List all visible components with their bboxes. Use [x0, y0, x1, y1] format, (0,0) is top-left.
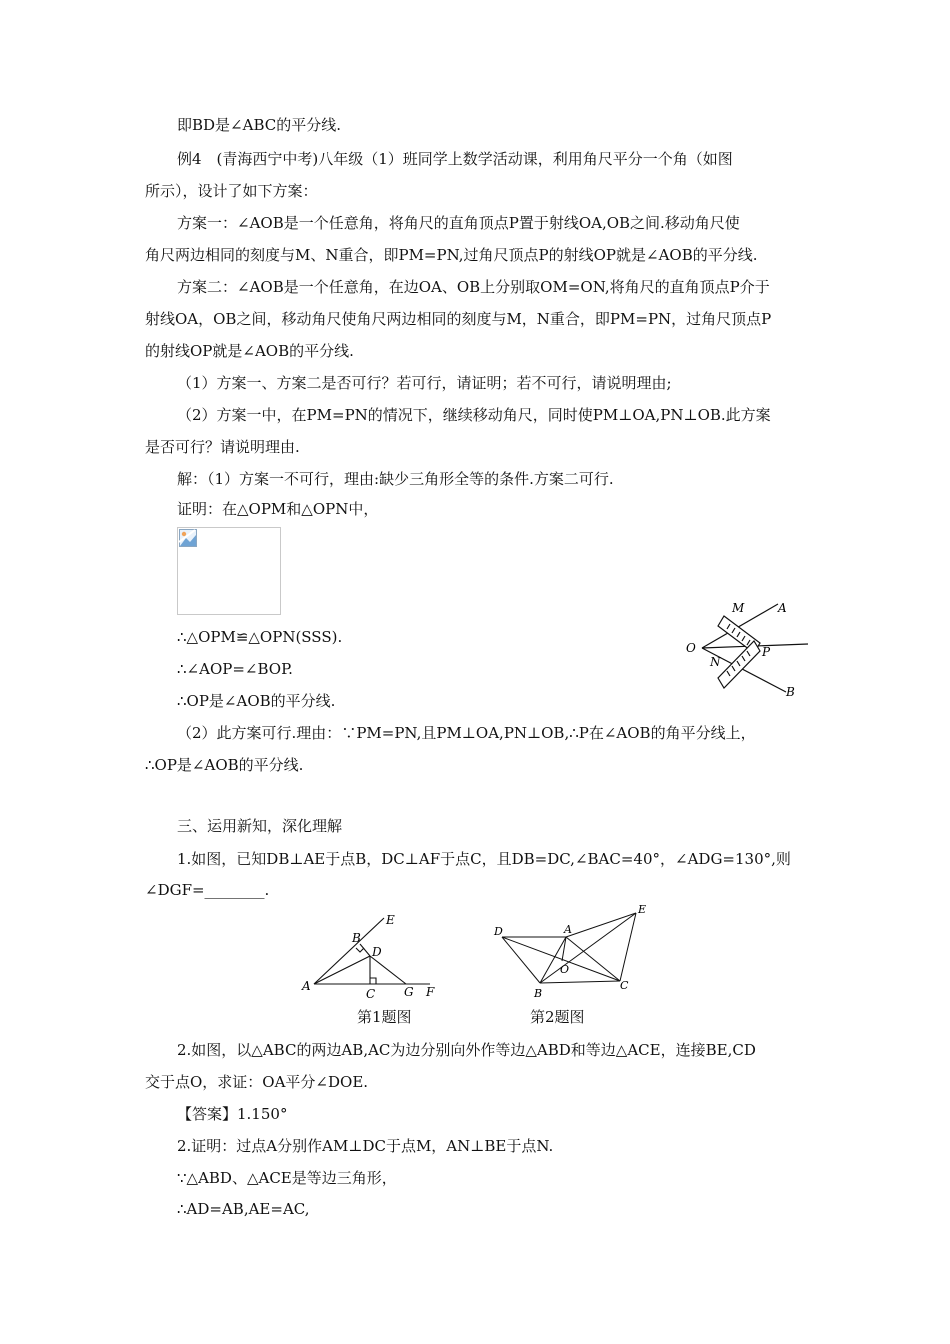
text-line-23: 交于点O，求证：OA平分∠DOE. — [145, 1073, 369, 1091]
fig2-label-B: B — [534, 987, 543, 999]
caption-figure-2: 第2题图 — [530, 1008, 585, 1026]
text-line-16: ∴OP是∠AOB的平分线. — [177, 692, 336, 710]
text-line-20: 1.如图，已知DB⊥AE于点B，DC⊥AF于点C，且DB=DC,∠BAC=40°，∠ADG=130°,则 — [177, 850, 791, 868]
label-B: B — [786, 685, 795, 699]
text-line-15: ∴∠AOP=∠BOP. — [177, 660, 293, 678]
text-line-12: 解：（1）方案一不可行，理由:缺少三角形全等的条件.方案二可行. — [177, 470, 614, 488]
broken-image-icon — [179, 529, 197, 547]
fig1-label-B: B — [352, 931, 361, 945]
text-line-9: （1）方案一、方案二是否可行？若可行，请证明；若不可行，请说明理由; — [177, 374, 672, 392]
text-line-11: 是否可行？请说明理由. — [145, 438, 300, 456]
text-line-22: 2.如图，以△ABC的两边AB,AC为边分别向外作等边△ABD和等边△ACE，连接BE,CD — [177, 1041, 756, 1059]
fig1-label-C: C — [366, 987, 376, 1001]
label-O: O — [686, 641, 696, 655]
ruler-angle-figure — [680, 596, 820, 706]
fig2-label-D: D — [494, 925, 503, 938]
text-line-14: ∴△OPM≌△OPN(SSS). — [177, 628, 343, 646]
text-line-8: 的射线OP就是∠AOB的平分线. — [145, 342, 354, 360]
text-line-21: ∠DGF=________. — [145, 881, 270, 899]
text-line-7: 射线OA，OB之间，移动角尺使角尺两边相同的刻度与M，N重合，即PM=PN，过角尺顶点P — [145, 310, 772, 328]
line-DG — [370, 956, 406, 984]
text-line-2: 例4 (青海西宁中考)八年级（1）班同学上数学活动课，利用角尺平分一个角（如图 — [177, 150, 733, 168]
fig2-label-A: A — [564, 923, 572, 936]
text-line-4: 方案一：∠AOB是一个任意角，将角尺的直角顶点P置于射线OA,OB之间.移动角尺使 — [177, 214, 740, 232]
right-angle-B — [356, 948, 364, 952]
fig1-label-A: A — [302, 979, 311, 993]
fig1-label-F: F — [426, 985, 435, 999]
text-line-27: ∴AD=AB,AE=AC, — [177, 1200, 310, 1218]
text-line-1: 即BD是∠ABC的平分线. — [177, 116, 341, 134]
text-line-18: ∴OP是∠AOB的平分线. — [145, 756, 304, 774]
fig1-label-D: D — [372, 945, 382, 959]
label-P: P — [762, 645, 771, 659]
text-line-3: 所示），设计了如下方案： — [145, 182, 318, 200]
text-line-17: （2）此方案可行.理由：∵PM=PN,且PM⊥OA,PN⊥OB,∴P在∠AOB的角平分线上， — [177, 724, 756, 742]
label-A: A — [778, 601, 787, 615]
caption-figure-1: 第1题图 — [357, 1008, 412, 1026]
fig2-label-O: O — [560, 963, 570, 976]
fig2-label-E: E — [638, 903, 647, 916]
text-line-13: 证明：在△OPM和△OPN中， — [177, 500, 379, 518]
fig1-label-G: G — [404, 985, 414, 999]
fig1-label-E: E — [386, 913, 395, 927]
line-AD — [314, 956, 370, 984]
text-line-6: 方案二：∠AOB是一个任意角，在边OA、OB上分别取OM=ON,将角尺的直角顶点P介于 — [177, 278, 770, 296]
label-M: M — [732, 601, 745, 615]
text-line-24: 【答案】1.150° — [177, 1105, 288, 1123]
figure-2 — [490, 903, 655, 999]
text-line-10: （2）方案一中，在PM=PN的情况下，继续移动角尺，同时使PM⊥OA,PN⊥OB.此方案 — [177, 406, 771, 424]
text-line-26: ∵△ABD、△ACE是等边三角形， — [177, 1169, 397, 1187]
text-line-5: 角尺两边相同的刻度与M、N重合，即PM=PN,过角尺顶点P的射线OP就是∠AOB的平分线. — [145, 246, 758, 264]
label-N: N — [710, 655, 721, 669]
right-angle-C — [370, 978, 376, 984]
text-line-25: 2.证明：过点A分别作AM⊥DC于点M，AN⊥BE于点N. — [177, 1137, 554, 1155]
text-line-19: 三、运用新知，深化理解 — [177, 817, 343, 835]
fig2-label-C: C — [620, 979, 629, 992]
figure-1 — [298, 910, 448, 1002]
broken-image-placeholder — [177, 527, 281, 615]
